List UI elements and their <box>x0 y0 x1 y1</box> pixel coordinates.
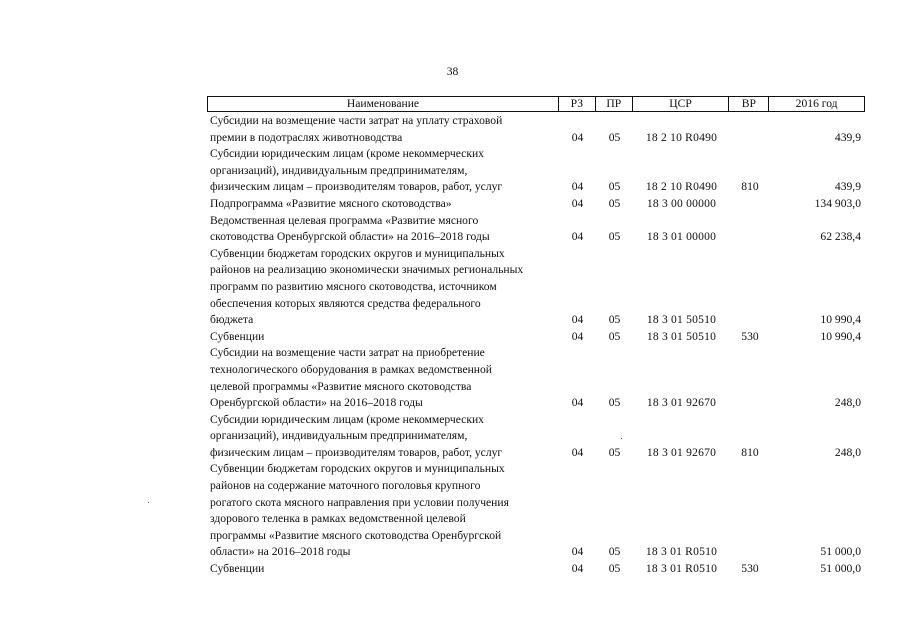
table-row <box>207 113 865 146</box>
row-amount: 51 000,0 <box>820 545 861 559</box>
row-name-line: Субсидии на возмещение части затрат на приобретение <box>210 346 485 360</box>
row-csr: 18 3 01 R0510 <box>645 545 718 559</box>
row-pr: 05 <box>608 230 621 244</box>
row-name-line: физическим лицам – производителям товаров, работ, услуг <box>210 180 503 194</box>
scan-speck <box>148 502 149 503</box>
table-row <box>207 329 865 346</box>
row-name-line: организаций), индивидуальным предпринимателям, <box>210 429 468 443</box>
row-name-line: Оренбургской области» на 2016–2018 годы <box>210 396 423 410</box>
row-name <box>207 146 559 196</box>
table-row <box>207 196 865 213</box>
header-vr: ВР <box>729 97 769 111</box>
row-amount: 248,0 <box>834 396 861 410</box>
row-name-line: скотоводства Оренбургской области» на 2016–2018 годы <box>210 230 490 244</box>
row-csr: 18 3 01 92670 <box>646 445 717 459</box>
row-name-line: Субсидии на возмещение части затрат на уплату страховой <box>210 114 503 127</box>
row-name-line: технологического оборудования в рамках ведомственной <box>210 362 493 376</box>
row-rz: 04 <box>571 396 584 410</box>
row-vr: 810 <box>741 180 759 194</box>
row-name-line: премии в подотраслях животноводства <box>210 130 403 144</box>
row-name-line: области» на 2016–2018 годы <box>210 545 351 559</box>
budget-table <box>207 96 865 578</box>
table-row <box>207 246 865 329</box>
row-amount: 134 903,0 <box>814 196 861 210</box>
row-csr: 18 3 01 R0510 <box>645 562 718 576</box>
row-rz: 04 <box>571 562 584 576</box>
header-pr: ПР <box>596 97 633 111</box>
row-rz: 04 <box>571 196 584 210</box>
row-csr: 18 3 01 00000 <box>646 230 717 244</box>
row-pr: 05 <box>608 329 621 343</box>
row-amount: 439,9 <box>834 130 861 144</box>
row-pr: 05 <box>608 196 621 210</box>
row-amount: 439,9 <box>834 180 861 194</box>
row-rz: 04 <box>571 230 584 244</box>
row-vr: 530 <box>741 329 759 343</box>
row-name-line: районов на реализацию экономически значимых региональных <box>210 263 524 277</box>
row-rz: 04 <box>571 329 584 343</box>
row-amount: 10 990,4 <box>820 313 861 327</box>
row-name-line: программ по развитию мясного скотоводства, источником <box>210 279 497 293</box>
row-amount: 62 238,4 <box>820 230 861 244</box>
row-rz: 04 <box>571 445 584 459</box>
row-name <box>207 196 559 213</box>
row-amount: 248,0 <box>834 445 861 459</box>
row-csr: 18 2 10 R0490 <box>645 180 718 194</box>
row-name <box>207 246 559 329</box>
row-csr: 18 3 01 50510 <box>646 313 717 327</box>
row-name-line: физическим лицам – производителям товаров, работ, услуг <box>210 445 503 459</box>
table-row <box>207 461 865 561</box>
row-pr: 05 <box>608 445 621 459</box>
row-name-line: Субвенции бюджетам городских округов и муниципальных <box>210 462 505 476</box>
row-csr: 18 3 01 50510 <box>646 329 717 343</box>
row-name-line: организаций), индивидуальным предпринимателям, <box>210 163 468 177</box>
row-name <box>207 561 559 578</box>
table-header <box>207 96 865 112</box>
row-name-line: Субсидии юридическим лицам (кроме некоммерческих <box>210 147 484 161</box>
row-name-line: районов на содержание маточного поголовья крупного <box>210 479 481 493</box>
table-row <box>207 412 865 462</box>
row-name <box>207 345 559 411</box>
row-name-line: Субвенции бюджетам городских округов и муниципальных <box>210 246 505 260</box>
row-pr: 05 <box>608 396 621 410</box>
row-name-line: Подпрограмма «Развитие мясного скотоводства» <box>210 196 452 210</box>
row-amount: 10 990,4 <box>820 329 861 343</box>
table-body <box>207 113 865 578</box>
row-name <box>207 461 559 561</box>
row-amount: 51 000,0 <box>820 562 861 576</box>
row-name <box>207 412 559 462</box>
row-name-line: рогатого скота мясного направления при условии получения <box>210 495 509 509</box>
row-pr: 05 <box>608 545 621 559</box>
row-csr: 18 3 00 00000 <box>646 196 717 210</box>
row-rz: 04 <box>571 130 584 144</box>
row-name-line: Субвенции <box>210 329 265 343</box>
header-rz: РЗ <box>559 97 596 111</box>
header-csr: ЦСР <box>633 97 730 111</box>
row-name <box>207 329 559 346</box>
row-pr: 05 <box>608 180 621 194</box>
row-name-line: Ведомственная целевая программа «Развитие мясного <box>210 213 479 227</box>
scan-speck <box>621 438 622 439</box>
row-name <box>207 213 559 246</box>
header-year: 2016 год <box>795 97 838 110</box>
row-pr: 05 <box>608 130 621 144</box>
row-pr: 05 <box>608 313 621 327</box>
table-row <box>207 345 865 411</box>
row-name-line: Субвенции <box>210 562 265 576</box>
row-name-line: Субсидии юридическим лицам (кроме некоммерческих <box>210 412 484 426</box>
header-name: Наименование <box>208 97 559 111</box>
row-vr: 810 <box>741 445 759 459</box>
row-name <box>207 113 559 146</box>
row-csr: 18 2 10 R0490 <box>645 130 718 144</box>
row-name-line: здорового теленка в рамках ведомственной целевой <box>210 512 466 526</box>
page-number: 38 <box>446 65 459 78</box>
row-name-line: обеспечения которых являются средства федерального <box>210 296 481 310</box>
row-csr: 18 3 01 92670 <box>646 396 717 410</box>
row-rz: 04 <box>571 545 584 559</box>
row-vr: 530 <box>741 562 759 576</box>
table-row <box>207 213 865 246</box>
row-rz: 04 <box>571 313 584 327</box>
row-name-line: программы «Развитие мясного скотоводства Оренбургской <box>210 528 502 542</box>
row-rz: 04 <box>571 180 584 194</box>
row-name-line: бюджета <box>210 313 254 327</box>
row-name-line: целевой программы «Развитие мясного скотоводства <box>210 379 472 393</box>
table-row <box>207 561 865 578</box>
table-row <box>207 146 865 196</box>
row-pr: 05 <box>608 562 621 576</box>
